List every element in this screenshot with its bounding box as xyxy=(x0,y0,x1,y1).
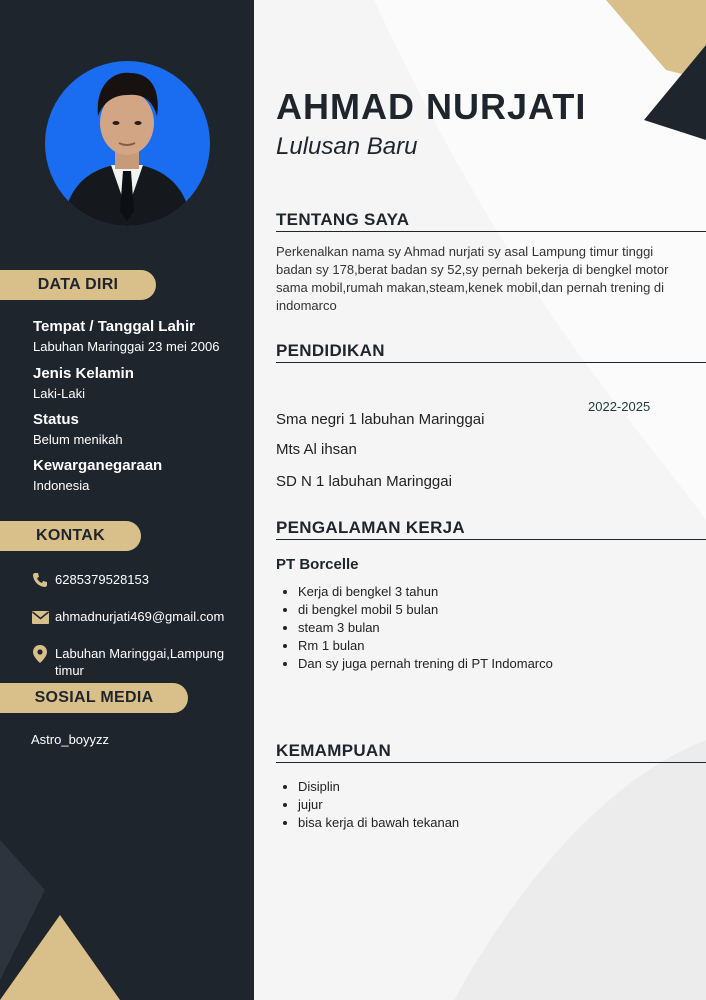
about-heading: TENTANG SAYA xyxy=(276,210,706,232)
status-info xyxy=(33,411,123,448)
experience-list xyxy=(298,583,553,673)
field-label: Status xyxy=(33,411,79,428)
profile-photo xyxy=(45,61,210,226)
list-item: • steam 3 bulan xyxy=(298,619,553,637)
location-pin-icon xyxy=(31,645,49,663)
list-item: • bisa kerja di bawah tekanan xyxy=(298,814,459,832)
contact-email xyxy=(31,608,224,626)
birth-info xyxy=(33,318,219,355)
main-content xyxy=(254,0,706,1000)
corner-decoration xyxy=(0,830,254,1000)
about-text: Perkenalkan nama sy Ahmad nurjati sy asal Lampung timur tinggi badan sy 178,berat badan sy 52,sy pernah bekerja di bengkel motor sama mobil,rumah makan,steam,kenek mobil,dan pernah trening di indomarco xyxy=(276,244,669,313)
data-diri-heading: DATA DIRI xyxy=(0,270,156,300)
field-label: Tempat / Tanggal Lahir xyxy=(33,318,195,335)
profile-name: AHMAD NURJATI xyxy=(276,86,587,127)
sosial-media-heading: SOSIAL MEDIA xyxy=(0,683,188,713)
kontak-heading: KONTAK xyxy=(0,521,141,551)
field-value: Indonesia xyxy=(33,478,90,493)
address-line: timur xyxy=(55,663,84,678)
nationality-info xyxy=(33,457,162,494)
field-value: Laki-Laki xyxy=(33,386,86,401)
social-handle[interactable]: Astro_boyyzz xyxy=(31,732,110,747)
education-item: Sma negri 1 labuhan Maringgai xyxy=(276,411,485,428)
education-item: SD N 1 labuhan Maringgai xyxy=(276,473,452,490)
gender-info xyxy=(33,365,134,402)
company-name: PT Borcelle xyxy=(276,556,359,573)
field-value: Belum menikah xyxy=(33,432,123,447)
email-address[interactable]: ahmadnurjati469@gmail.com xyxy=(55,609,225,624)
field-value: Labuhan Maringgai 23 mei 2006 xyxy=(33,339,220,354)
phone-number[interactable]: 6285379528153 xyxy=(55,572,149,587)
contact-phone xyxy=(31,571,149,589)
experience-heading: PENGALAMAN KERJA xyxy=(276,518,706,540)
skills-list xyxy=(298,778,459,832)
education-year: 2022-2025 xyxy=(588,399,651,414)
field-label: Kewarganegaraan xyxy=(33,457,163,474)
field-label: Jenis Kelamin xyxy=(33,365,134,382)
list-item: • di bengkel mobil 5 bulan xyxy=(298,601,553,619)
list-item: • Dan sy juga pernah trening di PT Indomarco xyxy=(298,655,553,673)
skills-heading: KEMAMPUAN xyxy=(276,741,706,763)
sidebar xyxy=(0,0,254,1000)
list-item: • jujur xyxy=(298,796,459,814)
contact-address xyxy=(31,645,224,679)
top-right-decoration xyxy=(606,0,706,140)
list-item: • Kerja di bengkel 3 tahun xyxy=(298,583,553,601)
mail-icon xyxy=(31,608,49,626)
profile-subtitle: Lulusan Baru xyxy=(276,133,418,160)
list-item: • Disiplin xyxy=(298,778,459,796)
address-line: Labuhan Maringgai,Lampung xyxy=(55,646,225,661)
list-item: • Rm 1 bulan xyxy=(298,637,553,655)
phone-icon xyxy=(31,571,49,589)
address-text xyxy=(55,645,224,679)
education-item: Mts Al ihsan xyxy=(276,441,357,458)
education-heading: PENDIDIKAN xyxy=(276,341,706,363)
